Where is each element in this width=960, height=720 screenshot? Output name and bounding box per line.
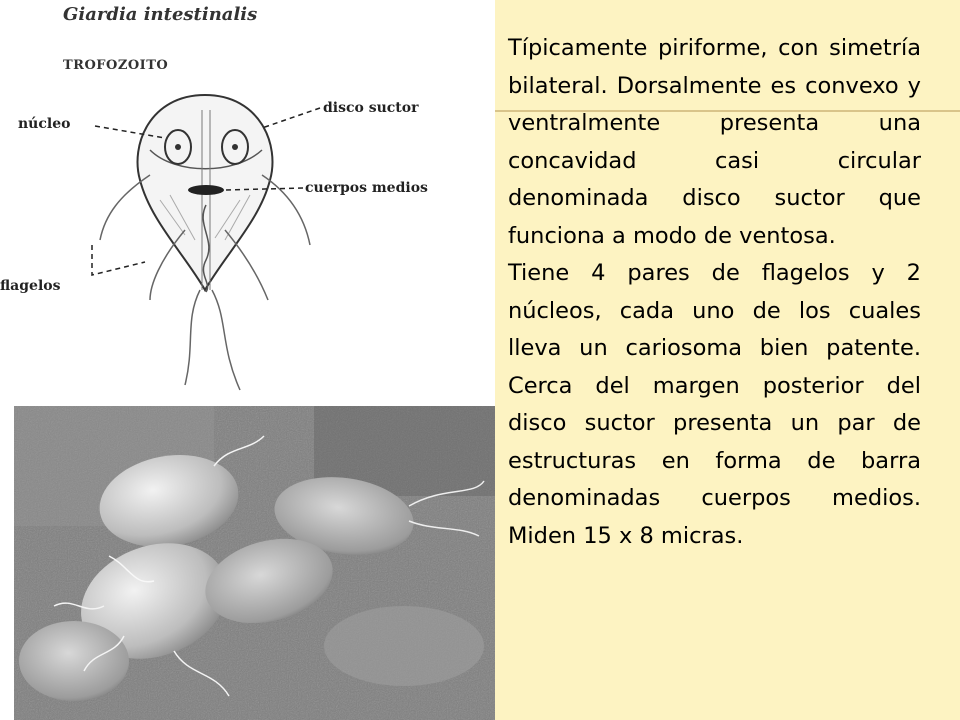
giardia-drawing — [0, 0, 495, 398]
description-text — [508, 30, 921, 555]
leader-disco — [262, 108, 320, 128]
trophozoite-cell-5 — [19, 621, 129, 701]
label-flagelos: flagelos — [0, 278, 61, 294]
paragraph-2: Tiene 4 pares de flagelos y 2 núcleos, cada uno de los cuales lleva un cariosoma bien patente. Cerca del margen posterior del disco suctor presenta un par de estructuras en forma de barra denominadas cuerpos medios. Miden 15 x 8 micras. — [508, 260, 921, 549]
label-cuerpos-medios: cuerpos medios — [305, 180, 428, 196]
label-disco-suctor: disco suctor — [323, 100, 419, 116]
flagellum-5 — [185, 290, 200, 385]
micrograph-image — [14, 406, 495, 720]
trophozoite-diagram — [0, 0, 495, 398]
median-bodies — [188, 185, 224, 195]
label-nucleo: núcleo — [18, 116, 71, 132]
paragraph-1: Típicamente piriforme, con simetría bilateral. Dorsalmente es convexo y ventralmente presenta una concavidad casi circular denominada disco suctor que funciona a modo de ventosa. — [508, 35, 921, 249]
flagellum-6 — [212, 290, 240, 390]
diagram-title: Giardia intestinalis — [63, 4, 258, 25]
diagram-subtitle: TROFOZOITO — [63, 58, 169, 73]
leader-flagelos — [92, 245, 145, 275]
